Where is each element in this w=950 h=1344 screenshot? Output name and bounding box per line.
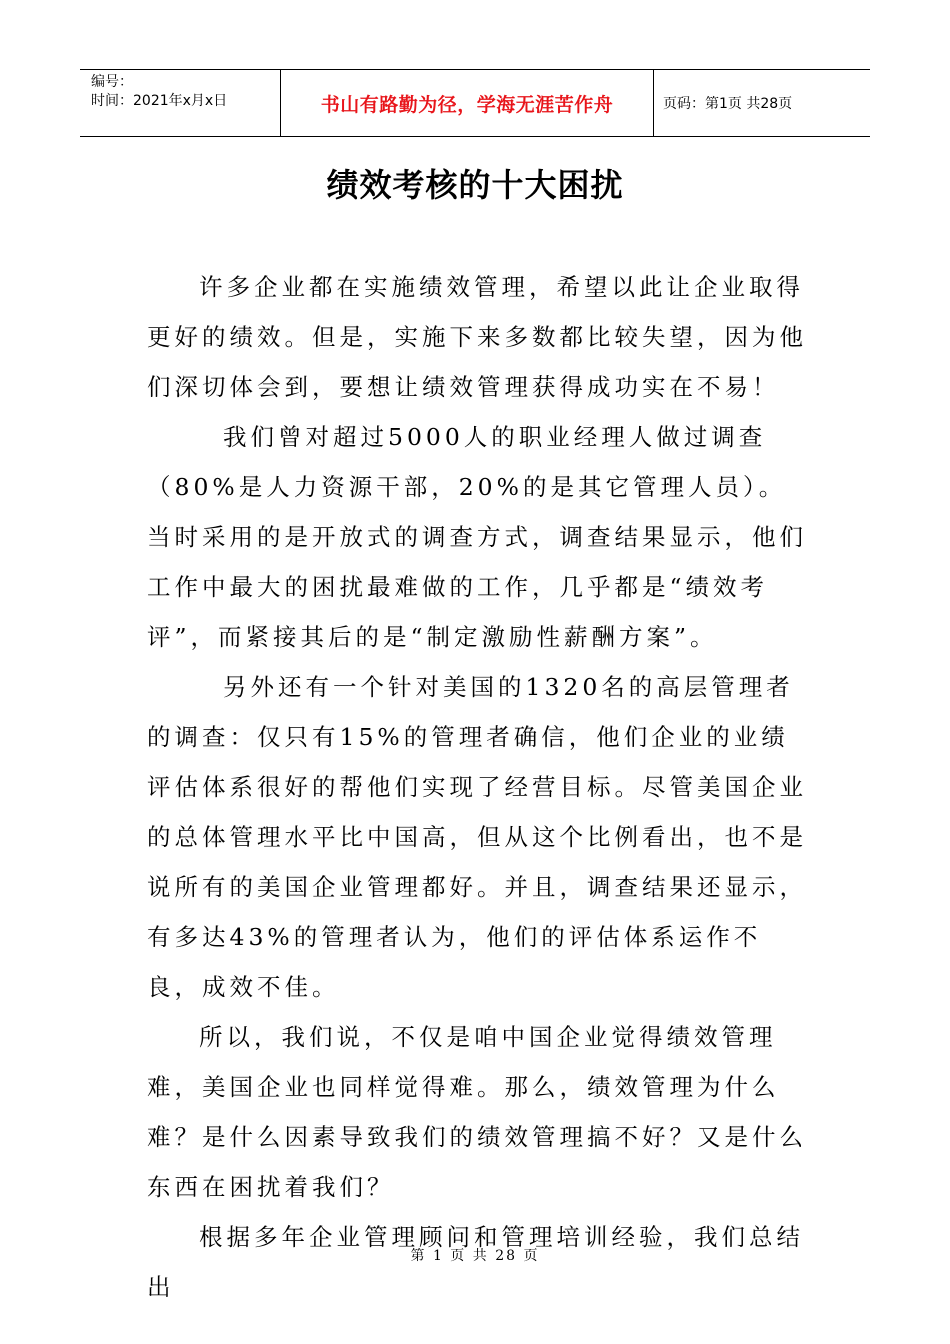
motto-text: 书山有路勤为径，学海无涯苦作舟 bbox=[320, 93, 614, 116]
paragraph-3: 另外还有一个针对美国的1320名的高层管理者的调查：仅只有15%的管理者确信，他们企业的业绩评估体系很好的帮他们实现了经营目标。尽管美国企业的总体管理水平比中国高，但从这个比例看出，也不是说所有的美国企业管理都好。并且，调查结果还显示，有多达43%的管理者认为，他们的评估体系运作不良，成效不佳。 bbox=[147, 673, 807, 1001]
page-footer: 第 1 页 共 28 页 bbox=[410, 1248, 540, 1264]
document-body bbox=[147, 262, 807, 1312]
paragraph-5: 根据多年企业管理顾问和管理培训经验，我们总结出 bbox=[147, 1223, 804, 1301]
header-motto-cell bbox=[281, 70, 654, 136]
paragraph-1: 许多企业都在实施绩效管理，希望以此让企业取得更好的绩效。但是，实施下来多数都比较失望，因为他们深切体会到，要想让绩效管理获得成功实在不易！ bbox=[147, 273, 807, 401]
paragraph-4: 所以，我们说，不仅是咱中国企业觉得绩效管理难，美国企业也同样觉得难。那么，绩效管理为什么难？是什么因素导致我们的绩效管理搞不好？又是什么东西在困扰着我们？ bbox=[147, 1023, 807, 1201]
paragraph-2: 我们曾对超过5000人的职业经理人做过调查（80%是人力资源干部，20%的是其它管理人员）。当时采用的是开放式的调查方式，调查结果显示，他们工作中最大的困扰最难做的工作，几乎都是“绩效考评”，而紧接其后的是“制定激励性薪酬方案”。 bbox=[147, 423, 807, 651]
header-page-cell bbox=[654, 70, 870, 136]
page-info: 页码：第1页 共28页 bbox=[663, 96, 793, 112]
header-meta-cell bbox=[80, 70, 281, 136]
header-table bbox=[80, 69, 870, 137]
document-title: 绩效考核的十大困扰 bbox=[326, 166, 624, 204]
number-label: 编号： bbox=[91, 74, 133, 90]
time-label: 时间：2021年x月x日 bbox=[91, 93, 228, 109]
